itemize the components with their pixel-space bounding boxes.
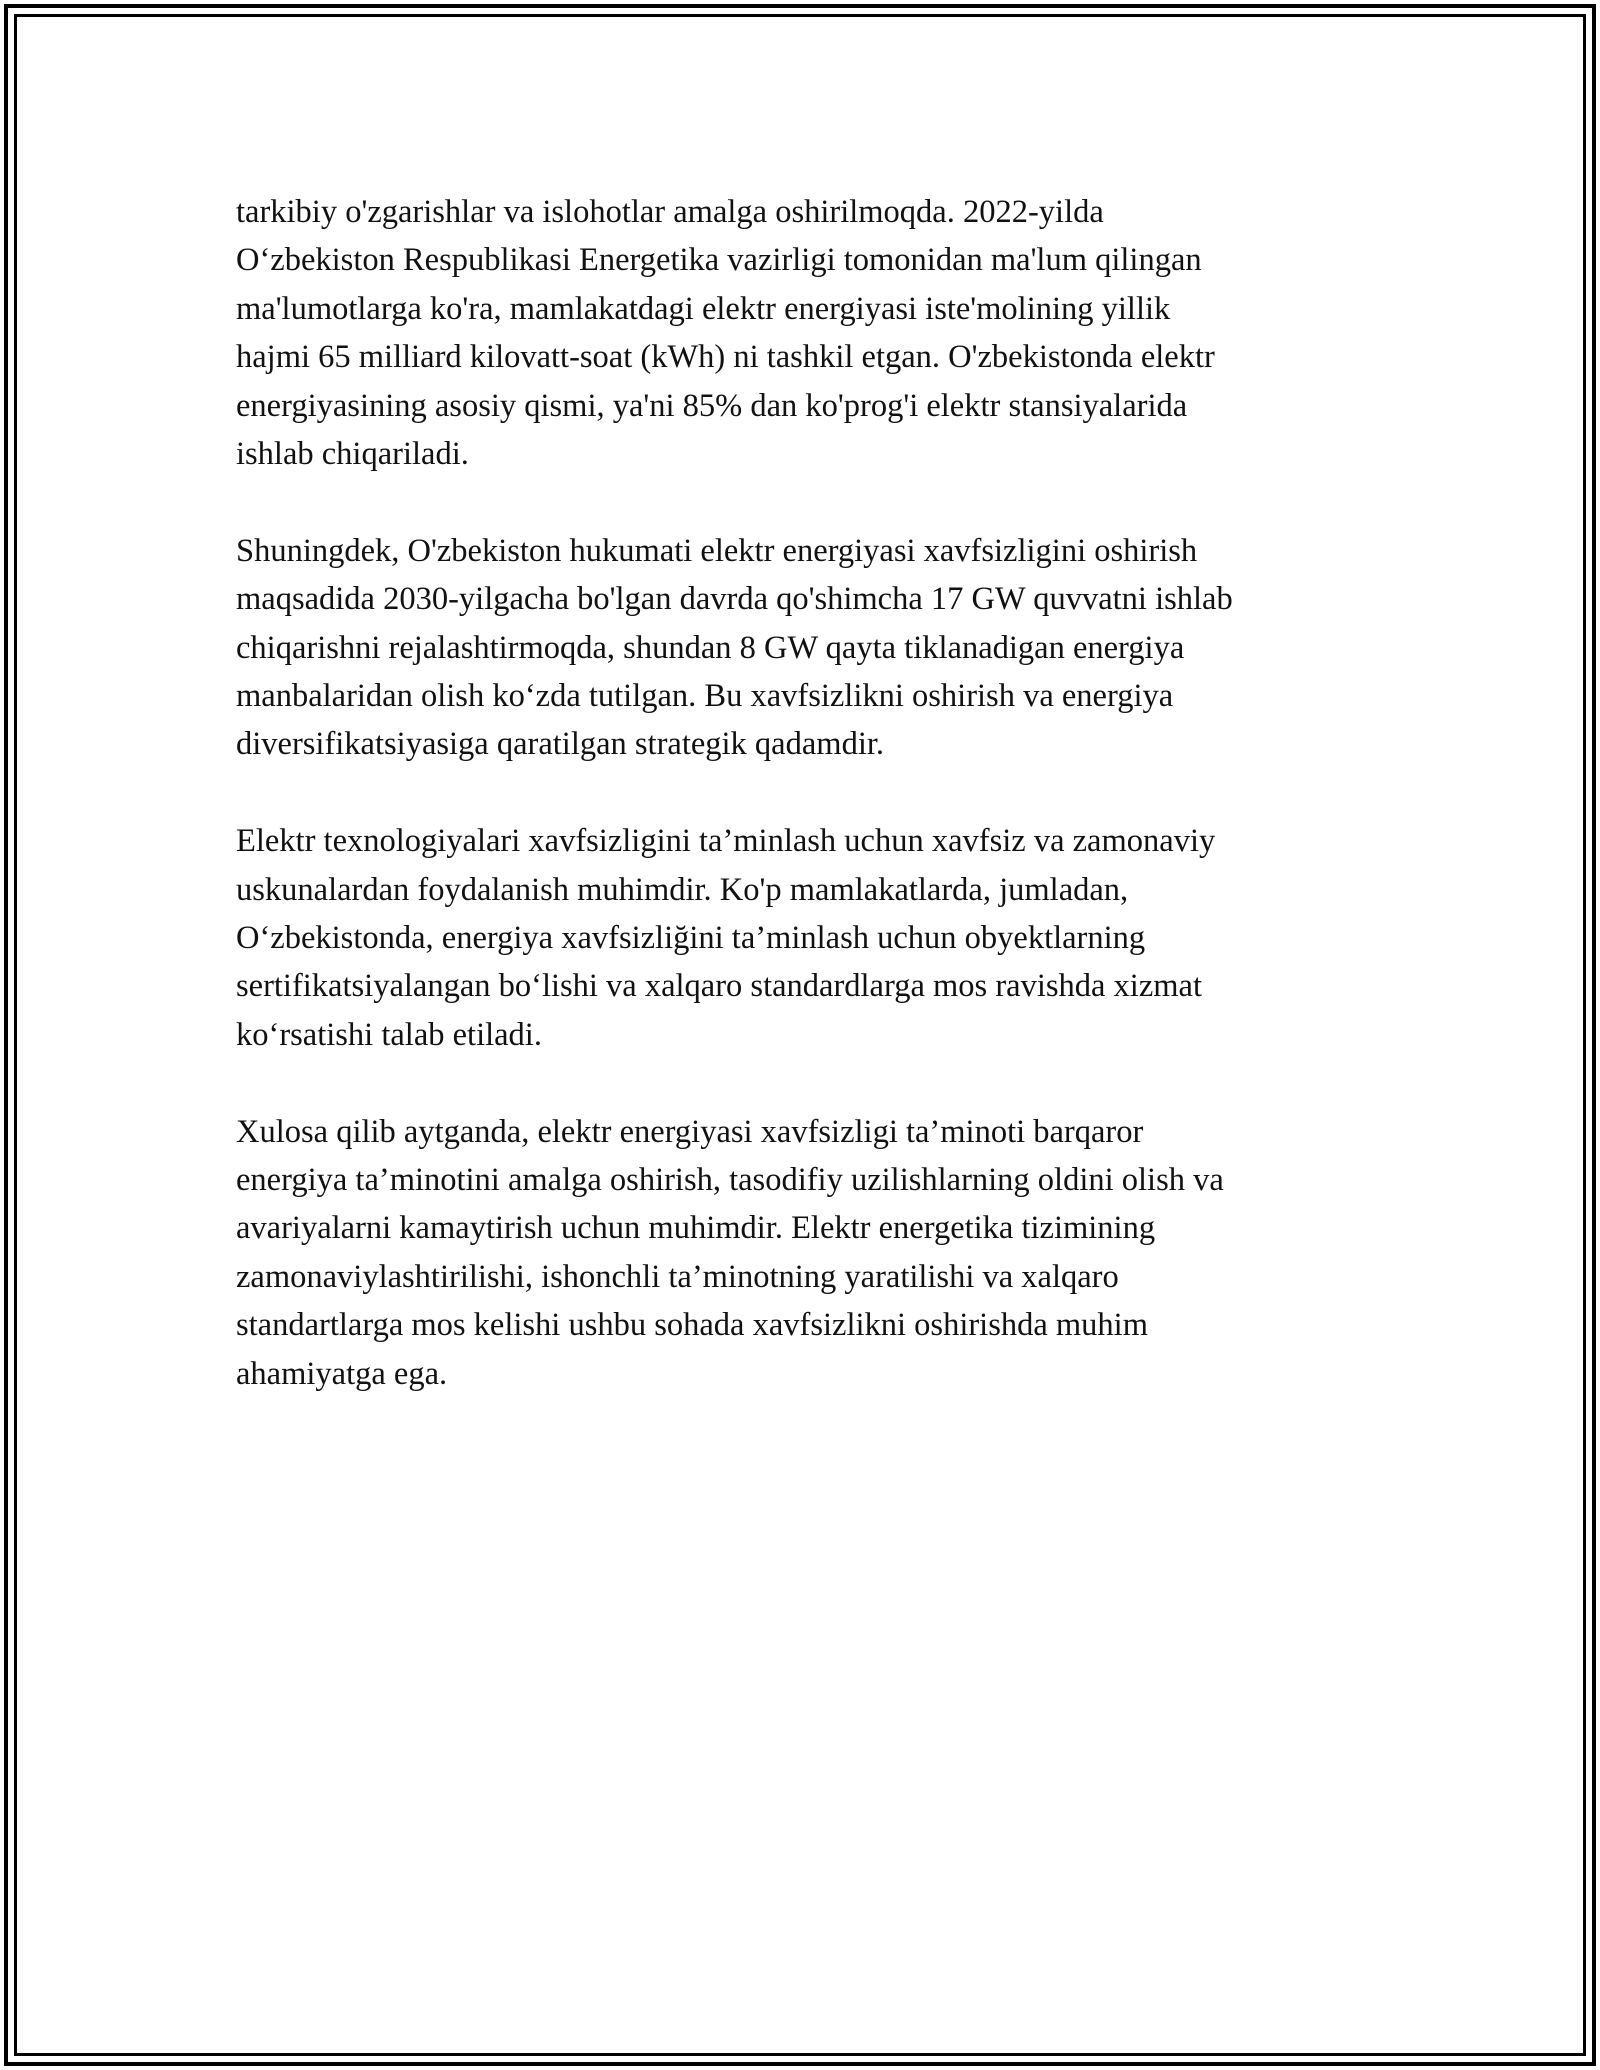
document-body — [236, 188, 1376, 1447]
text-line: ishlab chiqariladi. — [236, 436, 469, 473]
text-line: ahamiyatga ega. — [236, 1355, 448, 1392]
text-line: hajmi 65 milliard kilovatt-soat (kWh) ni tashkil etgan. O'zbekistonda elektr — [236, 339, 1215, 376]
text-line: uskunalardan foydalanish muhimdir. Ko'p mamlakatlarda, jumladan, — [236, 871, 1129, 908]
text-line: energiya ta’minotini amalga oshirish, tasodifiy uzilishlarning oldini olish va — [236, 1162, 1224, 1199]
text-line: tarkibiy o'zgarishlar va islohotlar amalga oshirilmoqda. 2022-yilda — [236, 194, 1104, 230]
text-line: Elektr texnologiyalari xavfsizligini ta’minlash uchun xavfsiz va zamonaviy — [236, 823, 1216, 860]
text-line: zamonaviylashtirilishi, ishonchli ta’minotning yaratilishi va xalqaro — [236, 1258, 1119, 1295]
paragraph-technology-safety — [236, 817, 1376, 1059]
paragraph-energy-consumption — [236, 188, 1376, 478]
paragraph-conclusion — [236, 1108, 1376, 1398]
text-line: sertifikatsiyalangan bo‘lishi va xalqaro standardlarga mos ravishda xizmat — [236, 968, 1202, 1005]
text-line: ko‘rsatishi talab etiladi. — [236, 1016, 542, 1053]
text-line: chiqarishni rejalashtirmoqda, shundan 8 GW qayta tiklanadigan energiya — [236, 629, 1185, 666]
text-line: O‘zbekistonda, energiya xavfsizliğini ta’minlash uchun obyektlarning — [236, 920, 1146, 957]
text-line: manbalaridan olish ko‘zda tutilgan. Bu xavfsizlikni oshirish va energiya — [236, 678, 1174, 715]
text-line: ma'lumotlarga ko'ra, mamlakatdagi elektr energiyasi iste'molining yillik — [236, 290, 1171, 327]
text-line: diversifikatsiyasiga qaratilgan strategik qadamdir. — [236, 726, 885, 763]
text-line: Shuningdek, O'zbekiston hukumati elektr energiyasi xavfsizligini oshirish — [236, 532, 1198, 569]
text-line: energiyasining asosiy qismi, ya'ni 85% dan ko'prog'i elektr stansiyalarida — [236, 387, 1188, 424]
text-line: standartlarga mos kelishi ushbu sohada xavfsizlikni oshirishda muhim — [236, 1307, 1148, 1344]
paragraph-government-plans — [236, 527, 1376, 769]
text-line: O‘zbekiston Respublikasi Energetika vazirligi tomonidan ma'lum qilingan — [236, 242, 1202, 279]
text-line: Xulosa qilib aytganda, elektr energiyasi xavfsizligi ta’minoti barqaror — [236, 1113, 1144, 1150]
text-line: maqsadida 2030-yilgacha bo'lgan davrda qo'shimcha 17 GW quvvatni ishlab — [236, 581, 1233, 618]
text-line: avariyalarni kamaytirish uchun muhimdir. Elektr energetika tizimining — [236, 1210, 1156, 1247]
